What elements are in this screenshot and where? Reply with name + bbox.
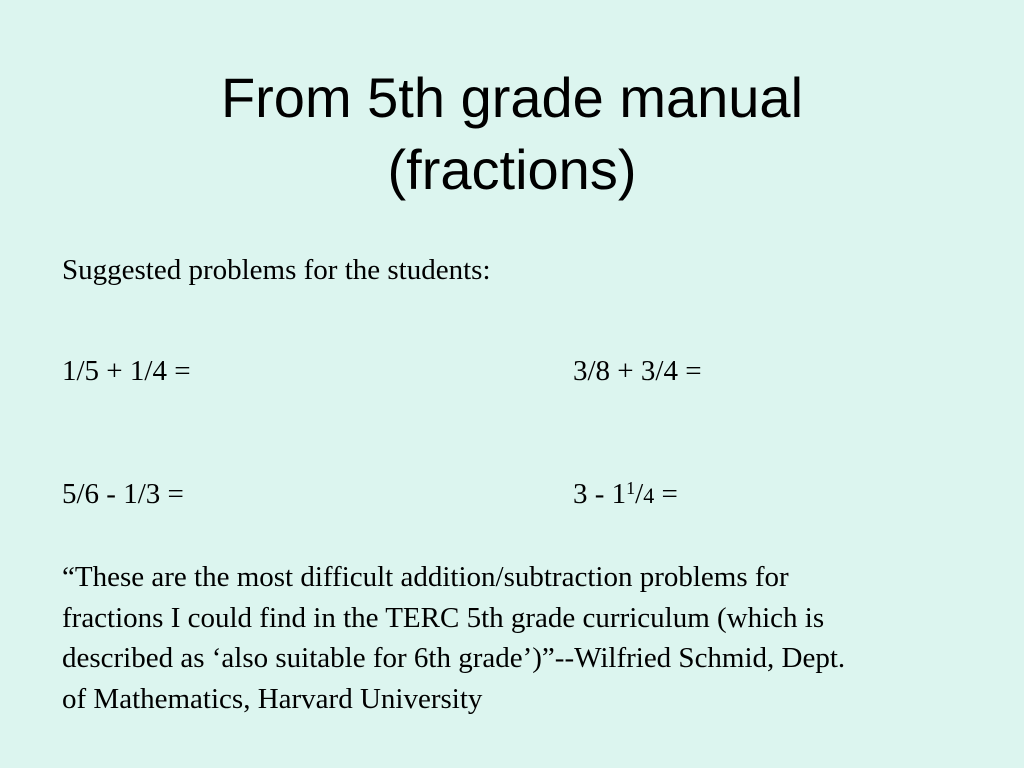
slide-title (0, 62, 1024, 206)
quote-line-3: described as ‘also suitable for 6th grade’)”--Wilfried Schmid, Dept. (62, 642, 846, 674)
quote-line-2: fractions I could find in the TERC 5th grade curriculum (which is (62, 601, 825, 634)
problem-3: 5/6 - 1/3 = (62, 478, 184, 510)
problem-4 (573, 474, 678, 516)
problem-1: 1/5 + 1/4 = (62, 355, 191, 387)
problem-4-slash: / (635, 478, 644, 510)
problem-4-denominator: 4 (643, 483, 655, 508)
quote-block (62, 557, 1002, 719)
title-line-1: From 5th grade manual (220, 66, 804, 129)
quote-line-4: of Mathematics, Harvard University (62, 682, 483, 715)
intro-text: Suggested problems for the students: (62, 254, 491, 286)
quote-line-1: “These are the most difficult addition/subtraction problems for (62, 561, 789, 593)
problem-4-whole: 3 - 1 (573, 478, 627, 510)
problem-4-equals: = (654, 478, 678, 510)
problem-4-numerator: 1 (626, 478, 636, 498)
problem-2: 3/8 + 3/4 = (573, 355, 702, 387)
title-line-2: (fractions) (387, 138, 637, 201)
